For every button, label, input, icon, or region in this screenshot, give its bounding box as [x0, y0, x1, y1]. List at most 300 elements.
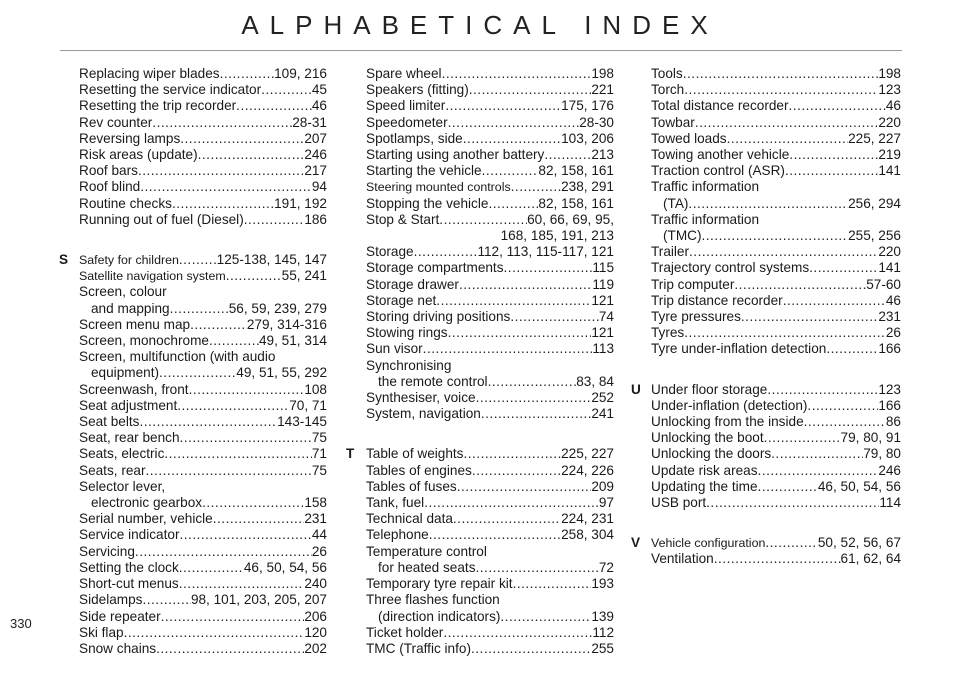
dot-leader [140, 179, 312, 195]
entry-term: Tables of fuses [366, 478, 457, 494]
entry-term: Vehicle configuration [651, 536, 766, 551]
entry-term: Replacing wiper blades [79, 66, 220, 81]
index-entry-line [651, 430, 901, 446]
index-entry [366, 479, 614, 495]
index-entry-line [366, 293, 614, 309]
title-divider [60, 50, 902, 51]
index-entry [79, 212, 327, 228]
dot-leader [179, 576, 305, 592]
index-entry [651, 131, 901, 147]
index-entry-line [651, 131, 901, 147]
dot-leader [476, 390, 592, 406]
entry-term: Safety for children [79, 253, 179, 268]
dot-leader [488, 196, 538, 212]
index-entry [366, 527, 614, 543]
dot-leader [804, 414, 886, 430]
entry-term: Storage net [366, 292, 437, 308]
entry-term: System, navigation [366, 406, 481, 422]
index-entry [651, 212, 901, 244]
entry-term: Resetting the trip recorder [79, 98, 237, 114]
dot-leader [771, 446, 863, 462]
entry-term: Routine checks [79, 195, 172, 211]
index-entry-line [366, 212, 614, 228]
entry-term: for heated seats [378, 559, 476, 575]
entry-term: Speakers (fitting) [366, 82, 469, 98]
dot-leader [472, 463, 561, 479]
index-entry [366, 325, 614, 341]
entry-page-numbers: 198 [878, 66, 901, 81]
index-entry-line [79, 609, 327, 625]
entry-page-numbers: 113 [592, 341, 614, 357]
dot-leader [226, 268, 282, 284]
index-entry [79, 576, 327, 592]
index-entry [79, 333, 327, 349]
entry-page-numbers: 168, 185, 191, 213 [500, 228, 614, 244]
index-entry-line [79, 414, 327, 430]
entry-term: Tyre pressures [651, 309, 741, 325]
entry-page-numbers: 246 [878, 462, 901, 478]
dot-leader [448, 115, 580, 131]
entry-term: Screen menu map [79, 316, 191, 332]
index-entry-line [366, 544, 614, 560]
index-section [79, 66, 327, 228]
entry-page-numbers: 82, 158, 161 [538, 163, 614, 179]
entry-term: Risk areas (update) [79, 147, 198, 163]
index-entry-line [79, 147, 327, 163]
dot-leader [734, 277, 866, 293]
index-entry-line [79, 430, 327, 446]
dot-leader [544, 147, 591, 163]
index-section-u [631, 381, 901, 512]
index-entry [79, 544, 327, 560]
index-entry [651, 309, 901, 325]
index-entry-line [366, 163, 614, 179]
dot-leader [161, 609, 305, 625]
index-entry-line [366, 406, 614, 422]
entry-term: Table of weights [366, 446, 464, 462]
entry-page-numbers: 49, 51, 314 [258, 333, 327, 349]
entry-page-numbers: 224, 226 [561, 462, 614, 478]
dot-leader [683, 66, 879, 82]
entry-term: Screenwash, front [79, 381, 189, 397]
index-entry [651, 446, 901, 462]
index-section-v [631, 535, 901, 567]
index-entry-line [651, 463, 901, 479]
section-letter: S [59, 252, 69, 268]
entry-term: Selector lever, [79, 478, 166, 494]
index-entry-line [366, 576, 614, 592]
dot-leader [504, 260, 593, 276]
entry-term: Temperature control [366, 543, 487, 559]
index-entry-line [79, 196, 327, 212]
entry-term: Sidelamps [79, 592, 143, 608]
entry-term: Steering mounted controls [366, 180, 511, 195]
entry-term: Tables of engines [366, 462, 472, 478]
entry-term: Towed loads [651, 130, 727, 146]
index-entry-line [79, 163, 327, 179]
section-letter: U [631, 381, 641, 397]
entry-page-numbers: 221 [591, 82, 614, 98]
dot-leader [442, 66, 592, 82]
entry-page-numbers: 46 [885, 292, 901, 308]
section-letter: V [631, 535, 641, 551]
index-entry-line [79, 98, 327, 114]
dot-leader [463, 131, 561, 147]
index-entry-line [79, 495, 327, 511]
index-entry [366, 576, 614, 592]
dot-leader [513, 576, 592, 592]
entry-page-numbers: 60, 66, 69, 95, [527, 211, 614, 227]
dot-leader [180, 527, 312, 543]
entry-page-numbers: 255, 256 [848, 228, 901, 244]
index-entry-line [651, 309, 901, 325]
index-entry [79, 115, 327, 131]
entry-term: Unlocking from the inside [651, 414, 804, 430]
entry-page-numbers: 123 [878, 381, 901, 397]
index-entry [79, 430, 327, 446]
entry-term: Screen, multifunction (with audio [79, 349, 276, 365]
entry-page-numbers: 28-30 [579, 114, 614, 130]
dot-leader [758, 479, 818, 495]
entry-term: Storage [366, 244, 414, 260]
dot-leader [209, 333, 259, 349]
dot-leader [758, 463, 879, 479]
entry-term: Ventilation [651, 551, 714, 567]
index-column-3 [631, 66, 901, 592]
index-entry [651, 535, 901, 551]
index-entry [651, 398, 901, 414]
entry-page-numbers: 94 [311, 179, 327, 195]
dot-leader [702, 228, 849, 244]
index-entry [79, 609, 327, 625]
entry-page-numbers: 141 [878, 163, 901, 179]
dot-leader [180, 430, 312, 446]
entry-term: Service indicator [79, 527, 180, 543]
page-number: 330 [10, 616, 32, 631]
entry-term: (TMC) [663, 228, 702, 244]
entry-term: Setting the clock [79, 559, 179, 575]
entry-page-numbers: 26 [311, 543, 327, 559]
index-entry-line [79, 365, 327, 381]
entry-term: Under floor storage [651, 381, 768, 397]
dot-leader [765, 535, 817, 551]
index-entry-line [366, 374, 614, 390]
index-entry-line [651, 382, 901, 398]
dot-leader [510, 309, 599, 325]
entry-page-numbers: 28-31 [292, 114, 327, 130]
dot-leader [423, 341, 593, 357]
entry-page-numbers: 220 [878, 114, 901, 130]
entry-page-numbers: 108 [304, 381, 327, 397]
entry-term: Tyre under-inflation detection [651, 341, 827, 357]
index-entry-line [79, 463, 327, 479]
entry-page-numbers: 119 [592, 276, 614, 292]
index-entry [366, 293, 614, 309]
index-entry [79, 625, 327, 641]
index-entry [366, 244, 614, 260]
index-section-t [346, 446, 614, 657]
index-entry [366, 309, 614, 325]
index-entry [79, 560, 327, 576]
entry-page-numbers: 220 [878, 244, 901, 260]
dot-leader [783, 293, 886, 309]
index-entry [366, 147, 614, 163]
entry-page-numbers: 72 [598, 559, 614, 575]
dot-leader [684, 325, 886, 341]
entry-page-numbers: 115 [592, 260, 614, 276]
entry-page-numbers: 86 [885, 414, 901, 430]
dot-leader [124, 625, 305, 641]
index-entry-line [79, 82, 327, 98]
index-entry [79, 98, 327, 114]
entry-term: Traction control (ASR) [651, 163, 785, 179]
index-entry [366, 390, 614, 406]
entry-term: Storing driving positions [366, 309, 511, 325]
entry-page-numbers: 46, 50, 54, 56 [243, 559, 327, 575]
index-entry-line [651, 398, 901, 414]
entry-term: the remote control [378, 373, 488, 389]
index-entry [79, 284, 327, 316]
dot-leader [142, 592, 190, 608]
entry-term: equipment) [91, 365, 160, 381]
index-entry [366, 641, 614, 657]
index-entry [79, 66, 327, 82]
entry-term: Stopping the vehicle [366, 195, 489, 211]
dot-leader [826, 341, 878, 357]
entry-page-numbers: 193 [591, 576, 614, 592]
dot-leader [220, 66, 275, 82]
dot-leader [443, 625, 592, 641]
entry-term: Spotlamps, side [366, 130, 463, 146]
entry-term: Serial number, vehicle [79, 511, 213, 527]
index-entry-line [651, 82, 901, 98]
index-entry-line [366, 446, 614, 462]
entry-term: Rev counter [79, 114, 153, 130]
entry-term: Traffic information [651, 179, 760, 195]
dot-leader [190, 317, 247, 333]
index-entry [651, 115, 901, 131]
dot-leader [789, 98, 886, 114]
index-entry-line [651, 179, 901, 195]
dot-leader [809, 260, 878, 276]
entry-page-numbers: 57-60 [866, 276, 901, 292]
entry-page-numbers: 198 [591, 66, 614, 81]
index-entry-line [651, 115, 901, 131]
dot-leader [436, 293, 591, 309]
index-entry [651, 341, 901, 357]
index-entry-line [651, 212, 901, 228]
index-entry-line [366, 358, 614, 374]
dot-leader [488, 374, 577, 390]
entry-page-numbers: 46 [311, 98, 327, 114]
entry-term: Stowing rings [366, 325, 448, 341]
index-column-2 [346, 66, 614, 681]
index-entry-line [651, 163, 901, 179]
dot-leader [453, 511, 561, 527]
index-entry-line [79, 527, 327, 543]
index-entry-line [79, 398, 327, 414]
entry-page-numbers: 46, 50, 54, 56 [817, 478, 901, 494]
index-entry-line [366, 560, 614, 576]
entry-page-numbers: 241 [591, 406, 614, 422]
index-entry-line [79, 641, 327, 657]
entry-term: Starting the vehicle [366, 163, 482, 179]
index-entry [79, 463, 327, 479]
index-entry [366, 446, 614, 462]
entry-page-numbers: 202 [304, 640, 327, 656]
entry-term: Side repeater [79, 608, 161, 624]
index-entry-line [79, 511, 327, 527]
entry-page-numbers: 207 [304, 130, 327, 146]
entry-page-numbers: 238, 291 [561, 179, 614, 195]
index-entry-line [366, 82, 614, 98]
index-entry-line [79, 560, 327, 576]
entry-term: Unlocking the doors [651, 446, 772, 462]
entry-page-numbers: 75 [311, 430, 327, 446]
entry-page-numbers: 55, 241 [281, 268, 327, 284]
index-entry [79, 179, 327, 195]
index-entry [366, 277, 614, 293]
entry-term: Screen, colour [79, 284, 167, 300]
entry-page-numbers: 240 [304, 576, 327, 592]
entry-term: and mapping [91, 300, 170, 316]
index-entry [79, 641, 327, 657]
entry-page-numbers: 121 [591, 292, 614, 308]
index-entry-line [366, 495, 614, 511]
dot-leader [439, 212, 527, 228]
dot-leader [688, 196, 848, 212]
index-entry [651, 479, 901, 495]
index-entry [366, 625, 614, 641]
entry-term: Satellite navigation system [79, 269, 226, 284]
entry-page-numbers: 79, 80, 91 [840, 430, 901, 446]
entry-page-numbers: 103, 206 [561, 130, 614, 146]
index-entry-line [79, 252, 327, 268]
entry-page-numbers: 206 [304, 608, 327, 624]
entry-page-numbers: 45 [311, 82, 327, 98]
dot-leader [471, 641, 591, 657]
dot-leader [170, 301, 229, 317]
dot-leader [159, 365, 236, 381]
index-entry [366, 544, 614, 576]
dot-leader [180, 131, 304, 147]
index-entry [366, 511, 614, 527]
entry-page-numbers: 141 [878, 260, 901, 276]
index-entry [651, 551, 901, 567]
index-entry [79, 349, 327, 381]
entry-term: Synthesiser, voice [366, 390, 476, 406]
entry-term: Speedometer [366, 114, 448, 130]
index-entry [366, 341, 614, 357]
entry-page-numbers: 213 [591, 147, 614, 163]
entry-term: Trailer [651, 244, 690, 260]
entry-term: Seats, rear [79, 462, 146, 478]
entry-term: Tools [651, 66, 683, 81]
dot-leader [172, 196, 274, 212]
dot-leader [202, 495, 304, 511]
index-entry-line [79, 544, 327, 560]
dot-leader [469, 82, 592, 98]
index-entry-line [651, 325, 901, 341]
index-entry-line [366, 228, 614, 244]
index-entry-line [366, 592, 614, 608]
entry-term: Seat belts [79, 414, 140, 430]
entry-term: Servicing [79, 543, 135, 559]
dot-leader [695, 115, 878, 131]
entry-term: Towing another vehicle [651, 147, 790, 163]
entry-page-numbers: 46 [885, 98, 901, 114]
index-entry-line [79, 382, 327, 398]
dot-leader [689, 244, 878, 260]
entry-page-numbers: 75 [311, 462, 327, 478]
entry-term: Roof blind [79, 179, 141, 195]
index-entry-line [651, 293, 901, 309]
entry-page-numbers: 166 [878, 397, 901, 413]
entry-page-numbers: 246 [304, 147, 327, 163]
index-entry-line [651, 535, 901, 551]
index-entry [79, 268, 327, 284]
index-entry-line [366, 511, 614, 527]
index-entry-line [651, 277, 901, 293]
dot-leader [714, 551, 841, 567]
index-entry-line [79, 66, 327, 82]
index-entry-line [651, 228, 901, 244]
index-entry-line [366, 527, 614, 543]
index-entry-line [366, 115, 614, 131]
dot-leader [482, 163, 539, 179]
entry-page-numbers: 219 [878, 147, 901, 163]
index-entry [366, 260, 614, 276]
index-entry [651, 82, 901, 98]
entry-page-numbers: 44 [311, 527, 327, 543]
entry-term: Traffic information [651, 211, 760, 227]
index-entry-line [651, 66, 901, 82]
entry-page-numbers: 125-138, 145, 147 [216, 252, 327, 268]
index-entry-line [366, 463, 614, 479]
index-entry [79, 414, 327, 430]
dot-leader [459, 277, 592, 293]
dot-leader [448, 325, 592, 341]
index-entry-line [651, 196, 901, 212]
dot-leader [138, 163, 304, 179]
entry-page-numbers: 123 [878, 82, 901, 98]
index-entry [366, 82, 614, 98]
index-entry-line [651, 98, 901, 114]
entry-page-numbers: 143-145 [277, 414, 327, 430]
dot-leader [457, 479, 592, 495]
index-entry [79, 317, 327, 333]
entry-page-numbers: 82, 158, 161 [538, 195, 614, 211]
index-entry-line [79, 333, 327, 349]
index-entry [366, 463, 614, 479]
dot-leader [414, 244, 478, 260]
dot-leader [807, 398, 878, 414]
dot-leader [152, 115, 292, 131]
dot-leader [236, 98, 312, 114]
dot-leader [139, 414, 277, 430]
index-entry-line [79, 625, 327, 641]
dot-leader [424, 495, 599, 511]
index-entry [79, 163, 327, 179]
entry-page-numbers: 256, 294 [848, 195, 901, 211]
entry-term: Storage drawer [366, 276, 459, 292]
index-entry [651, 325, 901, 341]
entry-page-numbers: 49, 51, 55, 292 [236, 365, 327, 381]
index-entry [366, 98, 614, 114]
entry-term: Seat adjustment [79, 397, 178, 413]
index-section [366, 66, 614, 422]
entry-term: Speed limiter [366, 98, 446, 114]
